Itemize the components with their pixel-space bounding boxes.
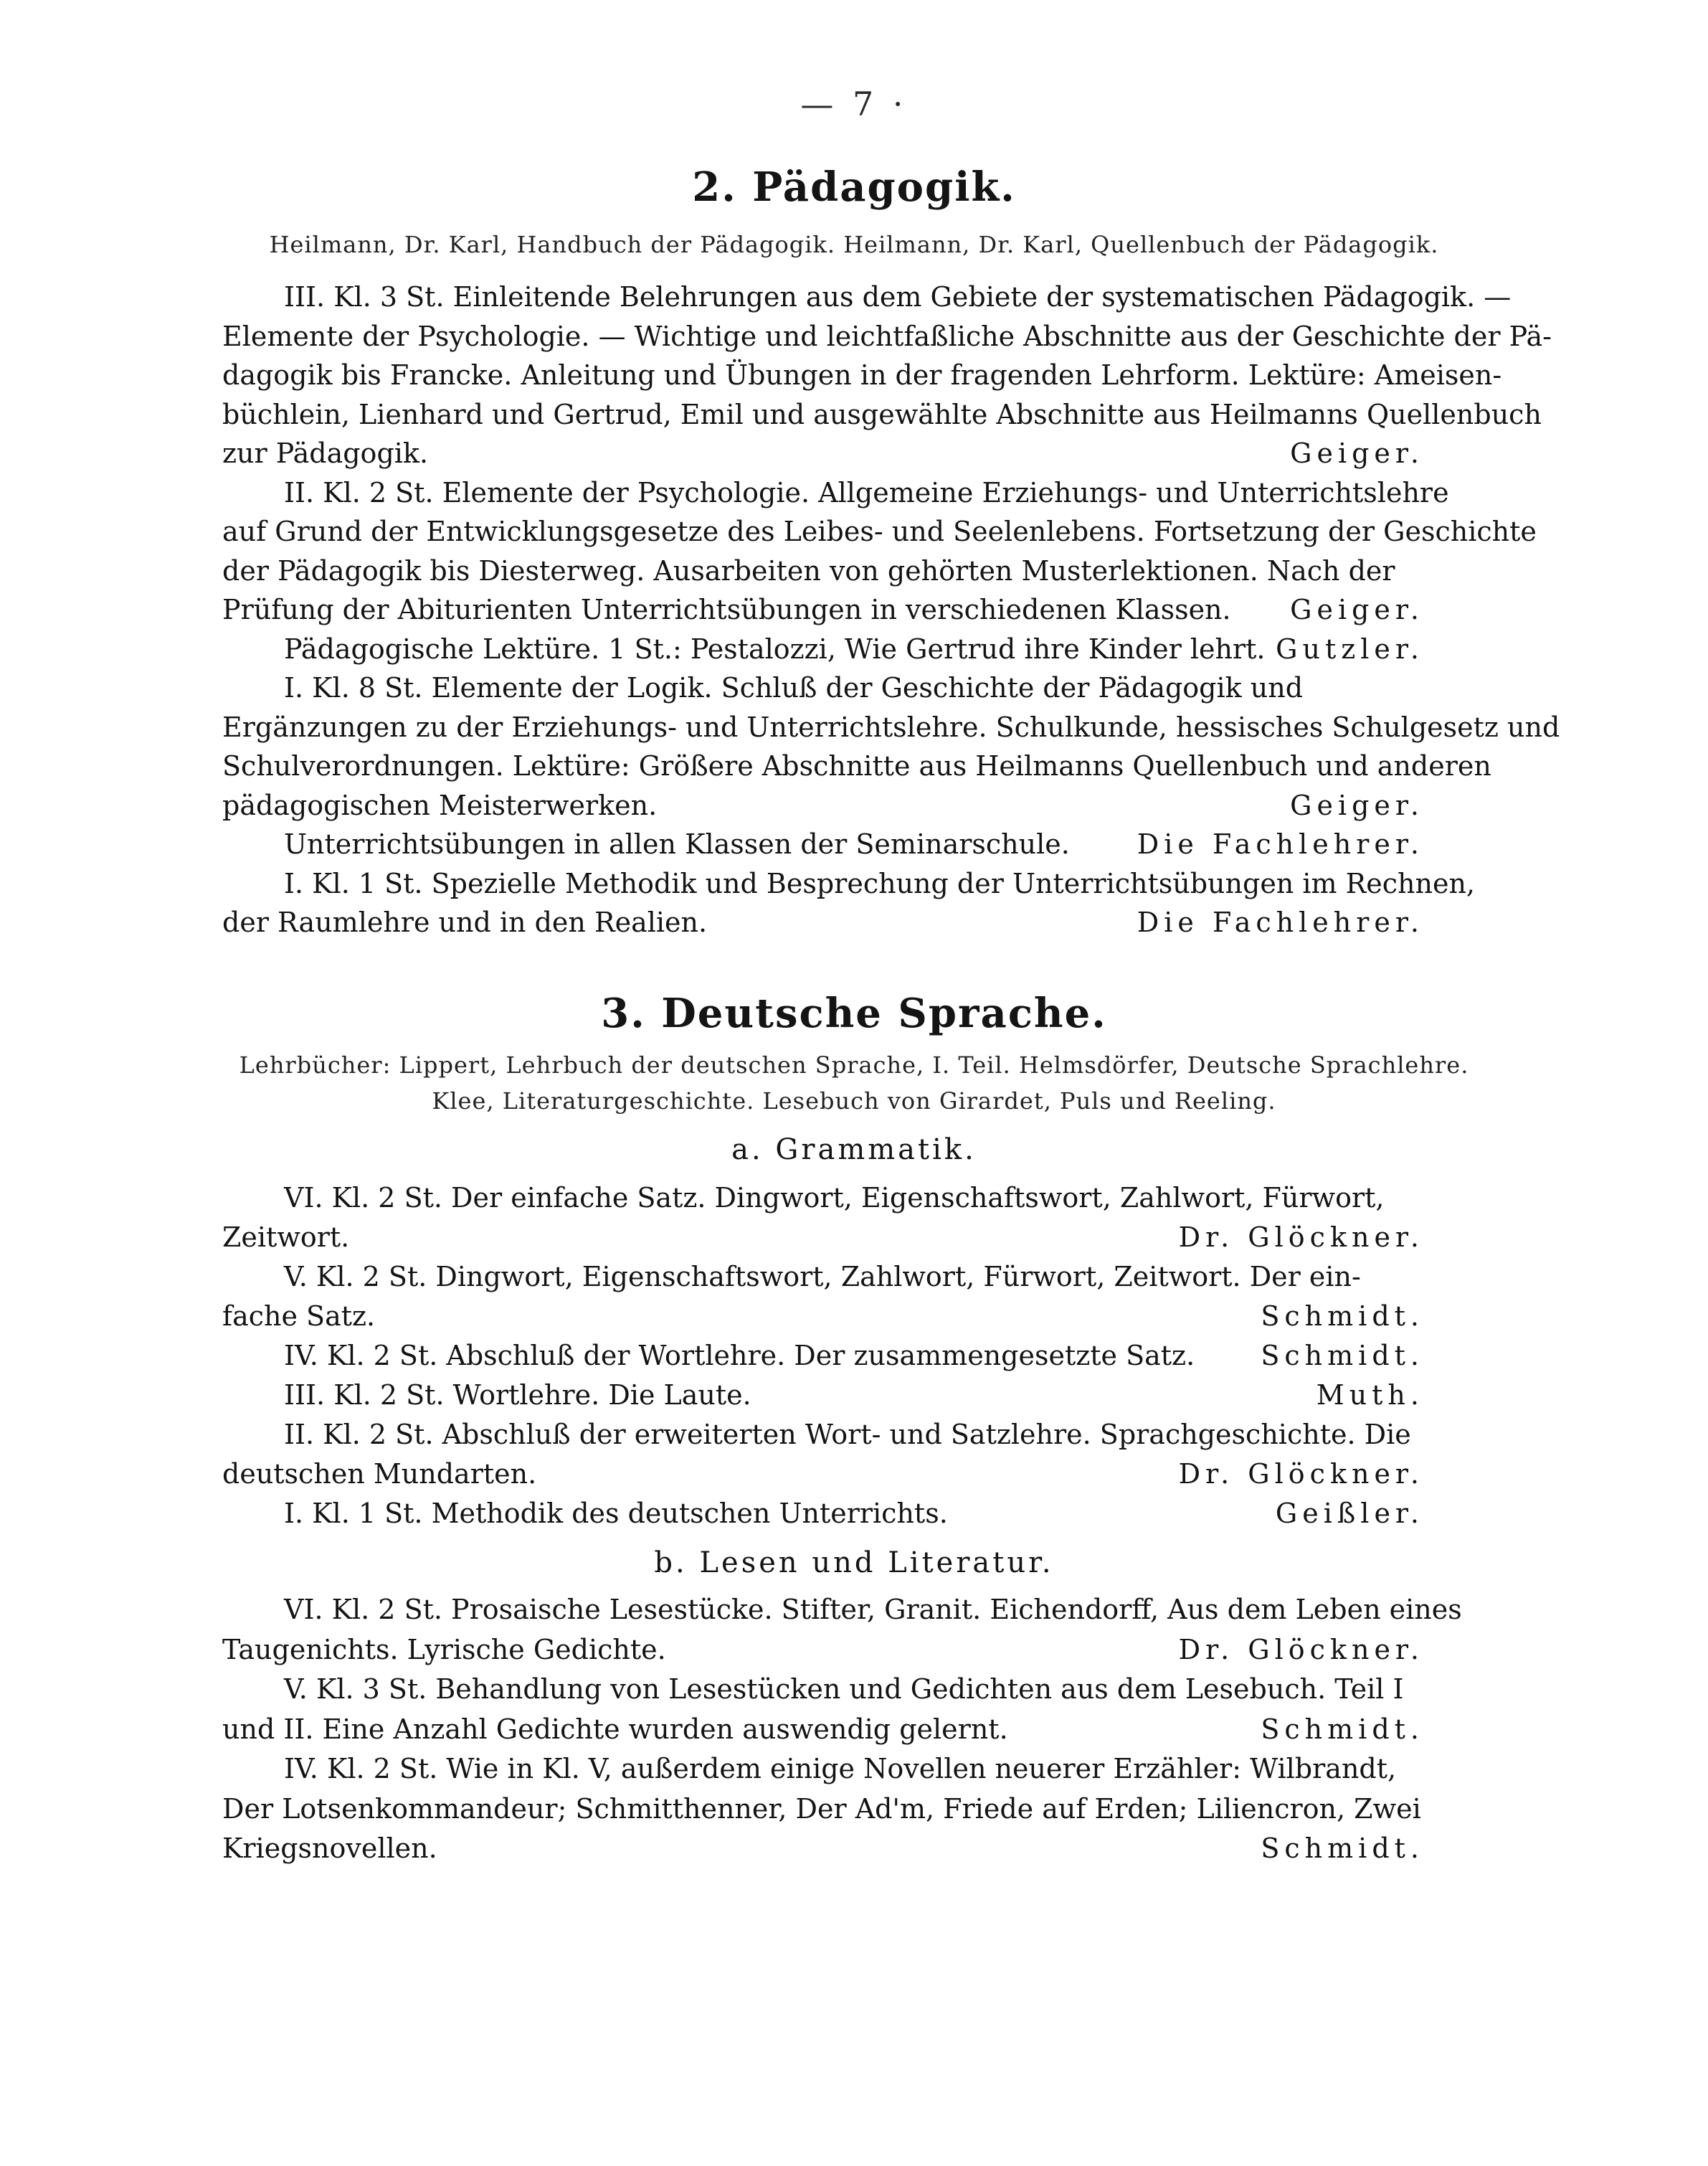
line-text: der Pädagogik bis Diesterweg. Ausarbeiten von gehörten Musterlektionen. Nach der bbox=[222, 554, 1395, 587]
line-text: VI. Kl. 2 St. Der einfache Satz. Dingwort, Eigenschaftswort, Zahlwort, Fürwort, bbox=[284, 1182, 1385, 1214]
teacher-name: Geißler. bbox=[1275, 1498, 1424, 1529]
text-line bbox=[222, 1338, 1424, 1373]
text-line bbox=[222, 710, 1560, 744]
text-line bbox=[222, 1299, 1424, 1333]
text-line bbox=[222, 514, 1537, 549]
line-text: deutschen Mundarten. bbox=[222, 1458, 537, 1490]
teacher-name: Dr. Glöckner. bbox=[1178, 1221, 1424, 1253]
text-line bbox=[222, 671, 1424, 705]
teacher-name: Schmidt. bbox=[1261, 1300, 1424, 1332]
line-text: Taugenichts. Lyrische Gedichte. bbox=[222, 1633, 666, 1665]
text-line bbox=[222, 788, 1424, 823]
line-text: Unterrichtsübungen in allen Klassen der Seminarschule. bbox=[284, 828, 1070, 860]
text-line bbox=[222, 397, 1542, 432]
text-line bbox=[222, 1592, 1462, 1627]
text-line bbox=[222, 1712, 1424, 1746]
line-text: III. Kl. 2 St. Wortlehre. Die Laute. bbox=[284, 1379, 751, 1411]
text-line bbox=[222, 1831, 1424, 1865]
line-text: II. Kl. 2 St. Elemente der Psychologie. Allgemeine Erziehungs- und Unterrichtslehre bbox=[284, 476, 1449, 509]
text-line bbox=[222, 1220, 1424, 1254]
textbooks-deutsch-line1: Lehrbücher: Lippert, Lehrbuch der deutschen Sprache, I. Teil. Helmsdörfer, Deutsche Sprachlehre. bbox=[239, 1051, 1469, 1079]
line-text: dagogik bis Francke. Anleitung und Übungen in der fragenden Lehrform. Lektüre: Ameisen- bbox=[222, 359, 1502, 391]
teacher-name: Dr. Glöckner. bbox=[1178, 1458, 1424, 1490]
section-heading-deutsch: 3. Deutsche Sprache. bbox=[601, 990, 1107, 1037]
textbooks-paedagogik: Heilmann, Dr. Karl, Handbuch der Pädagogik. Heilmann, Dr. Karl, Quellenbuch der Pädagogik. bbox=[269, 231, 1439, 258]
text-line bbox=[222, 1181, 1424, 1215]
teacher-name: Die Fachlehrer. bbox=[1137, 828, 1424, 860]
line-text: Elemente der Psychologie. — Wichtige und leichtfaßliche Abschnitte aus der Geschichte der Pä- bbox=[222, 320, 1552, 352]
line-text: Ergänzungen zu der Erziehungs- und Unterrichtslehre. Schulkunde, hessisches Schulgesetz und bbox=[222, 711, 1560, 743]
line-text: Kriegsnovellen. bbox=[222, 1832, 437, 1864]
text-line bbox=[222, 1417, 1424, 1452]
line-text: Pädagogische Lektüre. 1 St.: Pestalozzi, Wie Gertrud ihre Kinder lehrt. bbox=[284, 633, 1266, 665]
line-text: VI. Kl. 2 St. Prosaische Lesestücke. Stifter, Granit. Eichendorff, Aus dem Leben eines bbox=[284, 1594, 1462, 1625]
line-text: I. Kl. 8 St. Elemente der Logik. Schluß der Geschichte der Pädagogik und bbox=[284, 672, 1304, 704]
line-text: Prüfung der Abiturienten Unterrichtsübungen in verschiedenen Klassen. bbox=[222, 594, 1231, 625]
line-text: V. Kl. 2 St. Dingwort, Eigenschaftswort, Zahlwort, Fürwort, Zeitwort. Der ein- bbox=[284, 1261, 1361, 1292]
text-line bbox=[222, 436, 1424, 470]
teacher-name: Schmidt. bbox=[1261, 1340, 1424, 1371]
line-text: und II. Eine Anzahl Gedichte wurden auswendig gelernt. bbox=[222, 1713, 1008, 1745]
text-line bbox=[222, 592, 1424, 627]
text-line bbox=[222, 280, 1512, 314]
text-line bbox=[222, 476, 1449, 510]
line-text: V. Kl. 3 St. Behandlung von Lesestücken und Gedichten aus dem Lesebuch. Teil I bbox=[284, 1673, 1404, 1705]
line-text: III. Kl. 3 St. Einleitende Belehrungen aus dem Gebiete der systematischen Pädagogik. — bbox=[284, 281, 1512, 313]
teacher-name: Dr. Glöckner. bbox=[1178, 1633, 1424, 1665]
subheading-lesen-literatur: b. Lesen und Literatur. bbox=[654, 1546, 1054, 1579]
section-heading-paedagogik: 2. Pädagogik. bbox=[692, 164, 1016, 211]
page-number: — 7 · bbox=[800, 85, 908, 123]
teacher-name: Die Fachlehrer. bbox=[1137, 907, 1424, 938]
subheading-grammatik: a. Grammatik. bbox=[731, 1133, 977, 1166]
line-text: I. Kl. 1 St. Methodik des deutschen Unterrichts. bbox=[284, 1498, 948, 1529]
line-text: I. Kl. 1 St. Spezielle Methodik und Besprechung der Unterrichtsübungen im Rechnen, bbox=[284, 867, 1475, 899]
text-line bbox=[222, 905, 1424, 940]
line-text: der Raumlehre und in den Realien. bbox=[222, 907, 708, 938]
line-text: fache Satz. bbox=[222, 1300, 376, 1332]
teacher-name: Geiger. bbox=[1290, 594, 1424, 625]
teacher-name: Schmidt. bbox=[1261, 1832, 1424, 1864]
text-line bbox=[222, 1496, 1424, 1531]
textbooks-deutsch-line2: Klee, Literaturgeschichte. Lesebuch von Girardet, Puls und Reeling. bbox=[432, 1087, 1276, 1115]
line-text: II. Kl. 2 St. Abschluß der erweiterten Wort- und Satzlehre. Sprachgeschichte. Die bbox=[284, 1419, 1411, 1450]
teacher-name: Geiger. bbox=[1290, 789, 1424, 821]
text-line bbox=[222, 1792, 1424, 1826]
line-text: zur Pädagogik. bbox=[222, 438, 429, 469]
line-text: Zeitwort. bbox=[222, 1221, 350, 1253]
text-line bbox=[222, 632, 1424, 666]
line-text: IV. Kl. 2 St. Wie in Kl. V, außerdem einige Novellen neuerer Erzähler: Wilbrandt, bbox=[284, 1753, 1397, 1784]
line-text: pädagogischen Meisterwerken. bbox=[222, 789, 658, 821]
text-line bbox=[222, 554, 1424, 588]
line-text: Der Lotsenkommandeur; Schmitthenner, Der Ad'm, Friede auf Erden; Liliencron, Zwei bbox=[222, 1792, 1421, 1825]
text-line bbox=[222, 1378, 1424, 1412]
text-line bbox=[222, 1259, 1424, 1294]
text-line bbox=[222, 358, 1502, 392]
text-line bbox=[222, 319, 1552, 354]
teacher-name: Schmidt. bbox=[1261, 1713, 1424, 1745]
teacher-name: Geiger. bbox=[1290, 438, 1424, 469]
text-line bbox=[222, 749, 1491, 783]
text-line bbox=[222, 827, 1424, 861]
line-text: Schulverordnungen. Lektüre: Größere Abschnitte aus Heilmanns Quellenbuch und anderen bbox=[222, 750, 1491, 782]
text-line bbox=[222, 866, 1475, 901]
line-text: auf Grund der Entwicklungsgesetze des Leibes- und Seelenlebens. Fortsetzung der Geschichte bbox=[222, 516, 1537, 547]
text-line bbox=[222, 1632, 1424, 1667]
teacher-name: Gutzler. bbox=[1276, 633, 1424, 665]
teacher-name: Muth. bbox=[1316, 1379, 1424, 1411]
line-text: IV. Kl. 2 St. Abschluß der Wortlehre. Der zusammengesetzte Satz. bbox=[284, 1340, 1195, 1371]
text-line bbox=[222, 1457, 1424, 1491]
line-text: büchlein, Lienhard und Gertrud, Emil und ausgewählte Abschnitte aus Heilmanns Quellenbuch bbox=[222, 398, 1542, 430]
text-line bbox=[222, 1672, 1424, 1706]
text-line bbox=[222, 1751, 1424, 1786]
